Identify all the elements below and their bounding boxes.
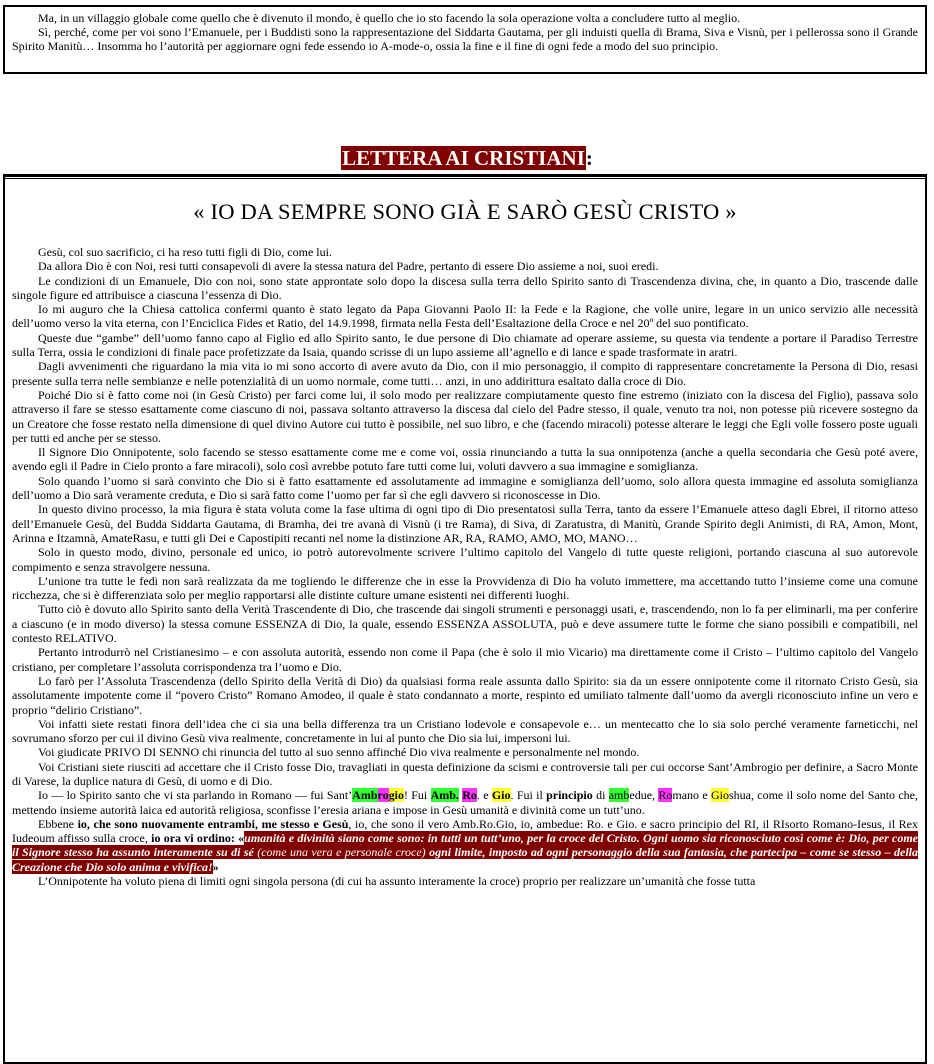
body-paragraph: Dagli avvenimenti che riguardano la mia vita io mi sono accorto di avere avuto da Dio, con il mio personaggio, il compito di rappresentare concretamente la Persona di Dio, resasi presente sulla terra nelle sembianze e nelle potenzialità di un uomo normale, come tutti… anzi, in uno addirittura esaltato dalla croce di Dio. <box>12 359 918 388</box>
highlight-amb: Amb. <box>430 788 459 803</box>
body-paragraph: Tutto ciò è dovuto allo Spirito santo della Verità Trascendente di Dio, che trascende dai singoli strumenti e personaggi usati, e, trascendendo, non lo fa per eliminarli, ma per conferire a ciascuno (e in modo diverso) la stessa comune ESSENZA di Dio, la quale, essendo ESSENZA ASSOLUTA, può e deve assumere tutte le forme che siano possibili e compatibili, nel contesto RELATIVO. <box>12 602 918 646</box>
body-paragraph: Solo quando l’uomo si sarà convinto che Dio si è fatto esattamente ed assolutamente ad immagine e somiglianza dell’uomo, solo allora questa immagine ed assoluta somiglianza dell’uomo a Dio sarà veramente creduta, e Dio si sarà fatto come l’uomo per far sì che egli davvero si riconoscesse in Dio. <box>12 473 918 503</box>
body-paragraph: Queste due “gambe” dell’uomo fanno capo al Figlio ed allo Spirito santo, le due persone di Dio chiamate ad operare assieme, su questa via tendente a portare il Paradiso Terrestre sulla Terra, ossia le condizioni di finale pace profetizzate da Isaia, quando scrisse di un lupo assieme all’agnello e di lance e spade trasformate in aratri. <box>12 330 918 360</box>
text-run: » <box>212 859 219 874</box>
ebbene-paragraph <box>12 817 918 874</box>
letter-box <box>3 174 927 1064</box>
quote-highlight: (come una vera e personale croce) <box>257 845 426 860</box>
highlight-ro: ro <box>377 788 389 803</box>
section-title: LETTERA AI CRISTIANI <box>342 146 585 170</box>
quote-highlight: ogni limite, imposto ad ogni personaggio della sua fantasia, che partecipa – come se stesso – della Creazione che Dio solo anima e vivifica! <box>12 845 918 874</box>
intro-paragraph-1: Ma, in un villaggio globale come quello che è divenuto il mondo, è quello che io sto facendo la sola operazione volta a concludere tutto al meglio. <box>38 11 741 25</box>
last-paragraph: L’Onnipotente ha voluto piena di limiti ogni singola persona (di cui ha assunto interamente la croce) proprio per realizzare un’umanità che fosse tutta <box>38 874 756 889</box>
body-paragraph: Io mi auguro che la Chiesa cattolica confermi quanto è stato legato da Papa Giovanni Paolo II: la Fede e la Ragione, che volle unire, legare in un unico servizio alle necessità dell’uomo verso la vita eterna, con l’Enciclica Fides et Ratio, del 14.9.1998, firmata nella Festa dell’Esaltazione della Croce e nel 20º del suo pontificato. <box>12 302 918 331</box>
letter-subtitle: « IO DA SEMPRE SONO GIÀ E SARÒ GESÙ CRISTO » <box>193 199 737 224</box>
body-paragraph: L’unione tra tutte le fedi non sarà realizzata da me togliendo le differenze che in esse la Provvidenza di Dio ha voluto immettere, ma accettando tutto l’insieme come una comune ricchezza, che si è differenziata solo per meglio rapportarsi alle distinte culture umane esistenti nei differenti luoghi. <box>12 573 918 603</box>
intro-text-box <box>3 5 927 74</box>
body-paragraph: Le condizioni di un Emanuele, Dio con noi, sono state approntate solo dopo la discesa sulla terra dello Spirito santo di Trascendenza divina, che, in quanto a Dio, trascende dalle singole figure ed attribuisce a ciascuna l’essenza di Dio. <box>12 273 918 302</box>
highlight-gio: Gio <box>491 788 511 803</box>
intro-paragraph-2: Sì, perché, come per voi sono l’Emanuele, per i Buddisti sono la rappresentazione del Siddarta Gautama, per gli induisti quella di Brama, Siva e Visnù, per i pellerossa sono il Grande Spirito Manitù… Insomma ho l’autorità per aggiornare ogni fede essendo io A-mode-o, ossia la fine e il fine di ogni fede a modo del suo principio. <box>12 25 918 53</box>
highlight-amb: Amb <box>352 788 378 803</box>
text-run: Ebbene <box>38 816 78 831</box>
quote-highlight: umanità e divinità siano come sono: in tutti un tutt’uno, per la croce del Cristo. Ogni uomo sia riconosciuto così come è: Dio, per come il Signore stesso ha assunto interamente su di sé <box>12 831 919 860</box>
body-paragraph: Voi giudicate PRIVO DI SENNO chi rinuncia del tutto al suo senno affinché Dio viva realmente e personalmente nel mondo. <box>38 745 640 760</box>
body-paragraph: In questo divino processo, la mia figura è stata voluta come la fase ultima di ogni tipo di Dio presentatosi sulla Terra, tanto da essere l’Emanuele atteso dagli Ebrei, il ritorno atteso dell’Emanuele Gesù, del Budda Siddarta Gautama, di Bramha, dei tre avanà di Visnù (i tre Rama), di Siva, di Zaratustra, di Manitù, Grande Spirito degli Animisti, di RA, Amon, Mont, Arinna e Itzamnà, AmateRasu, e tutti gli Dei e Capostipiti recanti nel nome la distinzione AR, RA, RAMO, AMO, MO, MANO… <box>12 502 918 545</box>
text-run: shua, come il solo nome del Santo che, mettendo insieme autorità laica ed autorità religiosa, sconfisse l’eresia ariana e impose in Gesù umanità e divinità come un tutt’uno. <box>12 788 919 817</box>
bold-run: principio <box>546 788 593 803</box>
letter-body <box>12 245 918 788</box>
body-paragraph: Da allora Dio è con Noi, resi tutti consapevoli di avere la stessa natura del Padre, pertanto di essere Dio assieme a noi, suoi eredi. <box>38 259 659 274</box>
body-paragraph: Gesù, col suo sacrificio, ci ha reso tutti figli di Dio, come lui. <box>38 245 332 259</box>
body-paragraph: Voi infatti siete restati finora dell’idea che ci sia una bella differenza tra un Cristiano lodevole e consapevole e… un mentecatto che lo sia solo perché veramente farneticchi, nel sovrumano sforzo per cui il divino Gesù viva realmente, concretamente in lui al punto che Dio sia lui, impersoni lui. <box>12 716 918 746</box>
ambrogio-paragraph <box>12 788 918 817</box>
body-paragraph: Pertanto introdurrò nel Cristianesimo – e con assoluta autorità, essendo non come il Papa (che è solo il mio Vicario) ma direttamente come il Cristo – l’ultimo capitolo del Vangelo cristiano, per completare l’assoluta corrispondenza tra l’uomo e Dio. <box>12 645 918 674</box>
text-run: Io — lo Spirito santo che vi sta parlando in Romano — fui Sant’ <box>38 788 353 803</box>
bold-run: io, che sono nuovamente entrambi, me stesso e Gesù <box>77 816 349 831</box>
text-run: . e <box>476 788 492 803</box>
section-title-colon: : <box>585 146 593 170</box>
body-paragraph: Il Signore Dio Onnipotente, solo facendo se stesso esattamente come me e come voi, ossia rinunciando a tutta la sua onnipotenza (anche a quella secondaria che Gesù poté avere, avendo egli il Padre in Cielo pronto a fare miracoli), solo così avrebbe potuto fare tutti come lui, voluti davvero a sua immagine e somiglianza. <box>12 445 918 474</box>
highlight-amb: amb <box>608 788 630 803</box>
text-run: , io, che sono il vero Amb.Ro.Gio, io, ambedue: Ro. e Gio. e sacro principio del RI, il RIsorto Romano-Iesus, il Rex Iudeoum affisso sulla croce, <box>12 816 918 846</box>
body-paragraph: Lo farò per l’Assoluta Trascendenza (dello Spirito della Verità di Dio) da qualsiasi forma reale assunta dallo Spirito: sia da un essere onnipotente come il ritornato Cristo Gesù, sia assolutamente impotente come il “povero Cristo” Romano Amodeo, il quale è stato condannato a morte, respinto ed umiliato talmente dall’uomo da avergli riconosciuto infine un vero e proprio “delirio Cristiano”. <box>12 673 918 717</box>
highlight-gio: Gio <box>710 788 729 803</box>
text-run: mano e <box>672 788 711 803</box>
text-run: ! Fui <box>403 788 431 803</box>
highlight-ro: Ro <box>658 788 673 803</box>
section-heading <box>0 144 934 172</box>
body-paragraph: Solo in questo modo, divino, personale ed unico, io potrò autorevolmente scrivere l’ultimo capitolo del Vangelo di tutte queste religioni, portando ciascuna al suo autorevole compimento e senza stravolgere nessuna. <box>12 545 918 574</box>
text-run: di <box>592 788 609 803</box>
text-run: : « <box>230 831 245 846</box>
bold-run: io ora vi ordino <box>151 831 231 846</box>
body-paragraph: Voi Cristiani siete riusciti ad accettare che il Cristo fosse Dio, travagliati in questa definizione da scismi e controversie tali per cui occorse Sant’Ambrogio per definire, a Sacro Monte di Varese, la duplice natura di Gesù, di uomo e di Dio. <box>12 759 918 788</box>
body-paragraph: Poiché Dio si è fatto come noi (in Gesù Cristo) per farci come lui, il solo modo per realizzare compiutamente questo fine estremo (iniziato con la discesa del Figlio), passava solo attraverso il fare se stesso esattamente come ciascuno di noi, passava soltanto attraverso la discesa dal cielo del Padre stesso, il quale, venuto tra noi, non potesse più ricevere sostegno da un Creatore che fosse restato nella dimensione di quel divino Autore cui tutto è possibile, nel suo libro, e che (facendo miracoli) potesse alterare le leggi che Egli volle fossero poste uguali per tutti ed anche per se stesso. <box>12 387 918 445</box>
text-run: edue, <box>629 788 659 803</box>
text-run: . Fui il <box>510 788 547 803</box>
highlight-gio: gio <box>388 788 404 803</box>
highlight-ro: Ro <box>462 788 477 803</box>
